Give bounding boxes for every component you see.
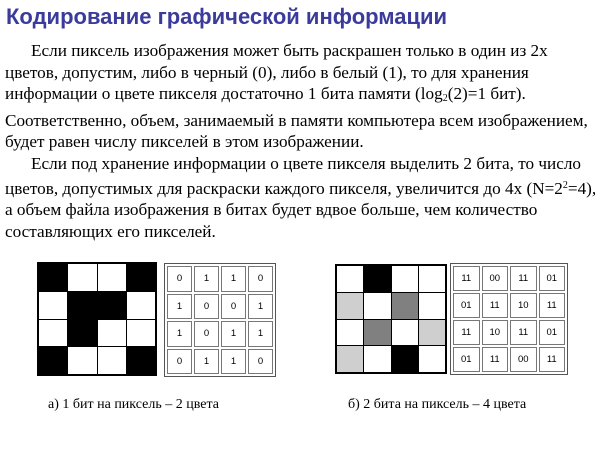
- pixel-cell: [39, 320, 67, 347]
- code-cell: 01: [539, 266, 566, 291]
- code-cell: 1: [248, 294, 273, 320]
- pixel-cell: [98, 320, 126, 347]
- code-cell: 01: [453, 347, 480, 372]
- paragraph-1-part-b: (2)=1 бит). Соответственно, объем, занимаемый в памяти компьютера всем изображением, будет равен числу пикселей в этом изображении.: [5, 84, 588, 152]
- pixel-cell: [68, 347, 96, 374]
- code-cell: 0: [248, 349, 273, 375]
- code-cell: 0: [221, 294, 246, 320]
- body-text: [5, 40, 597, 258]
- pixel-cell: [98, 264, 126, 291]
- code-cell: 11: [539, 293, 566, 318]
- pixel-cell: [98, 347, 126, 374]
- code-cell: 1: [167, 321, 192, 347]
- pixel-cell: [68, 320, 96, 347]
- figure-a-caption: а) 1 бит на пиксель – 2 цвета: [48, 397, 219, 412]
- code-cell: 11: [482, 293, 509, 318]
- code-cell: 1: [248, 321, 273, 347]
- code-cell: 1: [221, 321, 246, 347]
- paragraph-1-part-a: Если пиксель изображения может быть раскрашен только в один из 2х цветов, допустим, либо в черный (0), либо в белый (1), то для хранения информации о цвете пикселя достаточно 1 бита памяти (log: [5, 41, 548, 104]
- code-cell: 11: [482, 347, 509, 372]
- code-cell: 00: [482, 266, 509, 291]
- pixel-cell: [364, 320, 390, 346]
- paragraph-2-part-a: Если под хранение информации о цвете пикселя выделить 2 бита, то число цветов, допустимых для раскраски каждого пикселя, увеличится до 4х (N=2: [5, 153, 582, 198]
- pixel-cell: [68, 264, 96, 291]
- pixel-cell: [127, 292, 155, 319]
- code-cell: 00: [510, 347, 537, 372]
- code-cell: 0: [167, 349, 192, 375]
- pixel-cell: [364, 293, 390, 319]
- code-cell: 11: [510, 266, 537, 291]
- pixel-cell: [127, 264, 155, 291]
- code-cell: 11: [453, 320, 480, 345]
- pixel-cell: [419, 346, 445, 372]
- code-cell: 0: [194, 294, 219, 320]
- paragraph-1: [5, 40, 597, 153]
- log-base-subscript: 2: [442, 93, 448, 105]
- code-cell: 11: [453, 266, 480, 291]
- code-cell: 1: [194, 266, 219, 292]
- pixel-cell: [337, 320, 363, 346]
- pixel-cell: [39, 347, 67, 374]
- pixel-cell: [337, 266, 363, 292]
- pixel-cell: [39, 264, 67, 291]
- pixel-cell: [392, 266, 418, 292]
- pixel-cell: [39, 292, 67, 319]
- power-superscript: 2: [562, 179, 568, 191]
- code-cell: 1: [221, 266, 246, 292]
- pixel-cell: [68, 292, 96, 319]
- pixel-cell: [419, 293, 445, 319]
- code-cell: 01: [453, 293, 480, 318]
- figure-b-caption: б) 2 бита на пиксель – 4 цвета: [348, 397, 527, 412]
- figure-a-code-table: [164, 263, 276, 377]
- pixel-cell: [392, 293, 418, 319]
- pixel-cell: [419, 320, 445, 346]
- code-cell: 0: [194, 321, 219, 347]
- pixel-cell: [127, 320, 155, 347]
- pixel-cell: [98, 292, 126, 319]
- pixel-cell: [127, 347, 155, 374]
- slide-title: Кодирование графической информации: [6, 4, 448, 29]
- code-cell: 1: [194, 349, 219, 375]
- code-cell: 01: [539, 320, 566, 345]
- pixel-cell: [392, 320, 418, 346]
- paragraph-2: [5, 153, 597, 242]
- code-cell: 0: [248, 266, 273, 292]
- code-cell: 0: [167, 266, 192, 292]
- pixel-cell: [419, 266, 445, 292]
- code-cell: 11: [539, 347, 566, 372]
- pixel-cell: [364, 346, 390, 372]
- code-cell: 1: [221, 349, 246, 375]
- figure-a-pixel-grid: [37, 262, 157, 376]
- pixel-cell: [392, 346, 418, 372]
- figure-b-pixel-grid: [335, 264, 447, 374]
- paragraph-2-part-b: =4), а объем файла изображения в битах будет вдвое больше, чем количество составляющих его пикселей.: [5, 178, 597, 241]
- code-cell: 1: [167, 294, 192, 320]
- code-cell: 10: [510, 293, 537, 318]
- pixel-cell: [337, 293, 363, 319]
- code-cell: 11: [510, 320, 537, 345]
- pixel-cell: [364, 266, 390, 292]
- figure-b-code-table: [450, 263, 568, 375]
- code-cell: 10: [482, 320, 509, 345]
- pixel-cell: [337, 346, 363, 372]
